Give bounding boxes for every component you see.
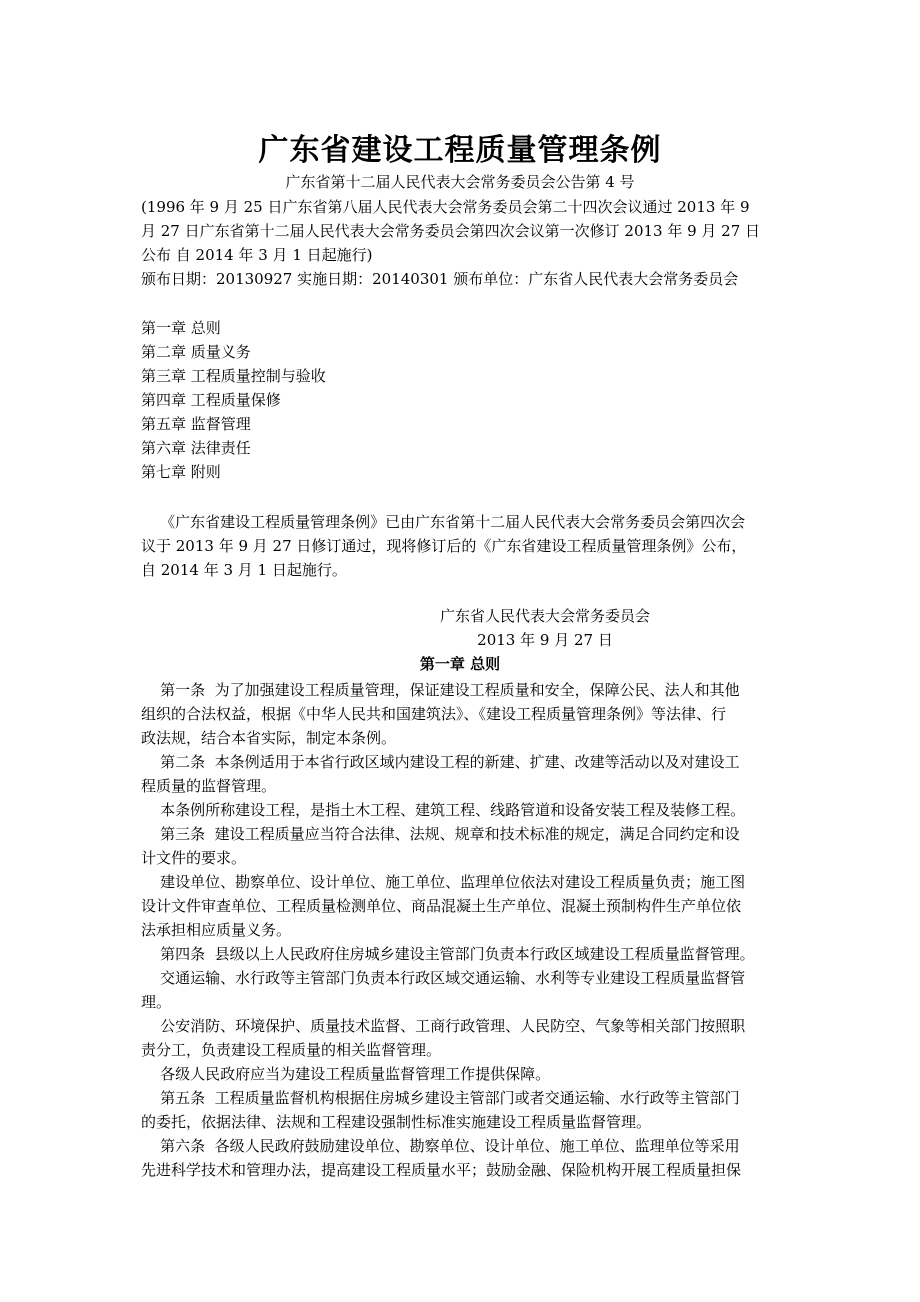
toc-item: 第二章 质量义务 [141, 343, 251, 361]
article-line: 第六条 各级人民政府鼓励建设单位、勘察单位、设计单位、施工单位、监理单位等采用 [141, 1137, 740, 1155]
article-line: 第三条 建设工程质量应当符合法律、法规、规章和技术标准的规定，满足合同约定和设 [141, 825, 740, 843]
toc-item: 第一章 总则 [141, 319, 221, 337]
document-title: 广东省建设工程质量管理条例 [258, 133, 662, 168]
article-line: 政法规，结合本省实际，制定本条例。 [141, 729, 397, 747]
article-line: 第五条 工程质量监督机构根据住房城乡建设主管部门或者交通运输、水行政等主管部门 [141, 1089, 740, 1107]
article-line: 交通运输、水行政等主管部门负责本行政区域交通运输、水利等专业建设工程质量监督管 [141, 969, 746, 987]
history-line: (1996 年 9 月 25 日广东省第八届人民代表大会常务委员会第二十四次会议通过 2013 年 9 [141, 198, 750, 216]
signature-issuer: 广东省人民代表大会常务委员会 [439, 607, 650, 625]
article-line: 组织的合法权益，根据《中华人民共和国建筑法》、《建设工程质量管理条例》等法律、行 [141, 705, 727, 723]
article-line: 第一条 为了加强建设工程质量管理，保证建设工程质量和安全，保障公民、法人和其他 [141, 681, 740, 699]
history-line: 公布 自 2014 年 3 月 1 日起施行) [141, 246, 373, 264]
article-line: 法承担相应质量义务。 [141, 921, 292, 939]
article-line: 本条例所称建设工程，是指土木工程、建筑工程、线路管道和设备安装工程及装修工程。 [141, 801, 746, 819]
toc-item: 第三章 工程质量控制与验收 [141, 367, 326, 385]
article-line: 计文件的要求。 [141, 849, 247, 867]
toc-item: 第四章 工程质量保修 [141, 391, 281, 409]
preamble-line: 自 2014 年 3 月 1 日起施行。 [141, 561, 347, 579]
article-line: 责分工，负责建设工程质量的相关监督管理。 [141, 1041, 442, 1059]
announcement-number: 广东省第十二届人民代表大会常务委员会公告第 4 号 [285, 173, 635, 191]
article-line: 理。 [141, 993, 172, 1011]
article-line: 第四条 县级以上人民政府住房城乡建设主管部门负责本行政区域建设工程质量监督管理。 [141, 945, 755, 963]
promulgation-meta: 颁布日期：20130927 实施日期：20140301 颁布单位：广东省人民代表大会常务委员会 [141, 270, 739, 288]
toc-item: 第六章 法律责任 [141, 439, 251, 457]
article-line: 的委托，依据法律、法规和工程建设强制性标准实施建设工程质量监督管理。 [141, 1113, 652, 1131]
article-line: 程质量的监督管理。 [141, 777, 277, 795]
article-line: 第二条 本条例适用于本省行政区域内建设工程的新建、扩建、改建等活动以及对建设工 [141, 753, 740, 771]
article-line: 建设单位、勘察单位、设计单位、施工单位、监理单位依法对建设工程质量负责；施工图 [141, 873, 746, 891]
signature-date: 2013 年 9 月 27 日 [477, 631, 613, 649]
article-line: 先进科学技术和管理办法，提高建设工程质量水平；鼓励金融、保险机构开展工程质量担保 [141, 1161, 742, 1179]
article-line: 各级人民政府应当为建设工程质量监督管理工作提供保障。 [141, 1065, 551, 1083]
chapter-heading: 第一章 总则 [419, 655, 501, 673]
toc-item: 第五章 监督管理 [141, 415, 251, 433]
preamble-line: 《广东省建设工程质量管理条例》已由广东省第十二届人民代表大会常务委员会第四次会 [141, 513, 746, 531]
preamble-line: 议于 2013 年 9 月 27 日修订通过，现将修订后的《广东省建设工程质量管理条例》公布， [141, 537, 747, 555]
article-line: 设计文件审查单位、工程质量检测单位、商品混凝土生产单位、混凝土预制构件生产单位依 [141, 897, 742, 915]
history-line: 月 27 日广东省第十二届人民代表大会常务委员会第四次会议第一次修订 2013 年 9 月 27 日 [141, 222, 761, 240]
article-line: 公安消防、环境保护、质量技术监督、工商行政管理、人民防空、气象等相关部门按照职 [141, 1017, 746, 1035]
toc-item: 第七章 附则 [141, 463, 221, 481]
